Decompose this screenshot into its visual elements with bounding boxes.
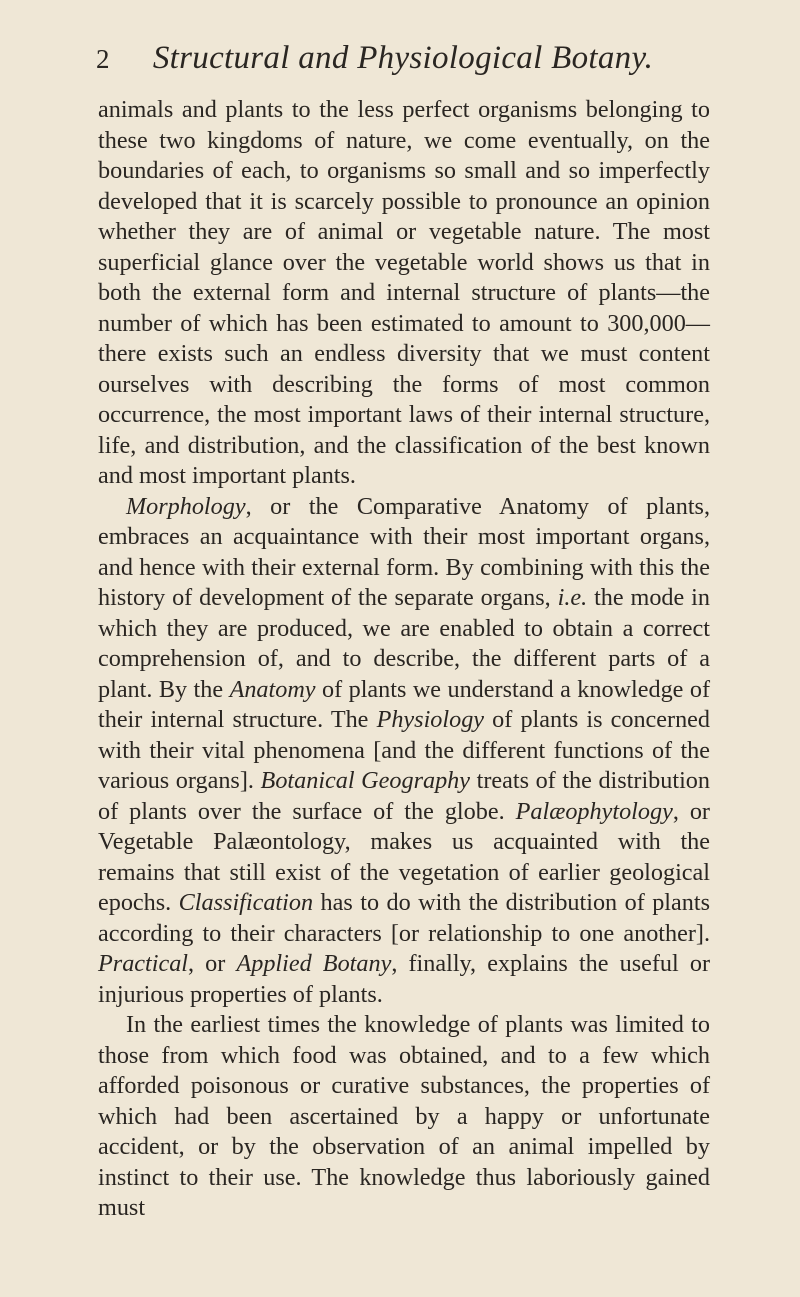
text-run: , or the Comparative Anatomy of plants, embraces an acquaintance with their most important organs, and hence with their external form. By combining with this the history of development of the separate organs, — [98, 492, 710, 611]
italic-term: i.e. — [557, 584, 588, 611]
page-header — [96, 38, 710, 78]
italic-term: Anatomy — [229, 675, 316, 703]
running-title: Structural and Physiological Botany. — [152, 40, 654, 76]
text-run: has to do with the distribution of plants according to their characters [or relationship to one another]. — [98, 889, 710, 947]
paragraph — [98, 1010, 710, 1224]
italic-term: Physiology — [376, 706, 485, 733]
text-run: of plants is concerned with their vital phenomena [and the different functions of the various organs]. — [98, 706, 710, 794]
text-run: , or — [188, 950, 237, 977]
text-run: In the earliest times the knowledge of plants was limited to those from which food was obtained, and to a few which afforded poisonous or curative substances, the properties of which had been ascertained by a happy or unfortunate accident, or by the observation of an animal impelled by instinct to their use. The knowledge thus laboriously gained must — [98, 1011, 710, 1221]
text-run: animals and plants to the less perfect organisms belonging to these two kingdoms of nature, we come eventually, on the boundaries of each, to organisms so small and so imperfectly developed that it is scarcely possible to pronounce an opinion whether they are of animal or vegetable nature. The most superficial glance over the vegetable world shows us that in both the external form and internal structure of plants—the number of which has been estimated to amount to 300,000—there exists such an endless diversity that we must content ourselves with describing the forms of most common occurrence, the most important laws of their internal structure, life, and distribution, and the classification of the best known and most important plants. — [98, 96, 710, 489]
text-run: , or Vegetable Palæontology, makes us acquainted with the remains that still exist of the vegetation of earlier geological epochs. — [98, 797, 710, 916]
italic-term: Botanical Geography — [260, 767, 471, 794]
text-run: of plants we understand a knowledge of their internal structure. The — [98, 675, 710, 733]
italic-term: Practical — [98, 950, 189, 977]
text-run: , finally, explains the useful or injurious properties of plants. — [98, 950, 710, 1008]
italic-term: Palæophytology — [515, 797, 673, 825]
text-run: treats of the distribution of plants over the surface of the globe. — [98, 767, 710, 825]
paragraph — [98, 95, 710, 492]
body-text — [98, 95, 710, 1224]
italic-term: Classification — [178, 889, 314, 916]
page-number: 2 — [96, 44, 110, 74]
paragraph — [98, 492, 710, 1011]
text-run: the mode in which they are produced, we are enabled to obtain a correct comprehension of, and to describe, the different parts of a plant. By the — [98, 584, 710, 703]
italic-term: Applied Botany — [236, 950, 392, 977]
italic-term: Morphology — [126, 492, 246, 520]
